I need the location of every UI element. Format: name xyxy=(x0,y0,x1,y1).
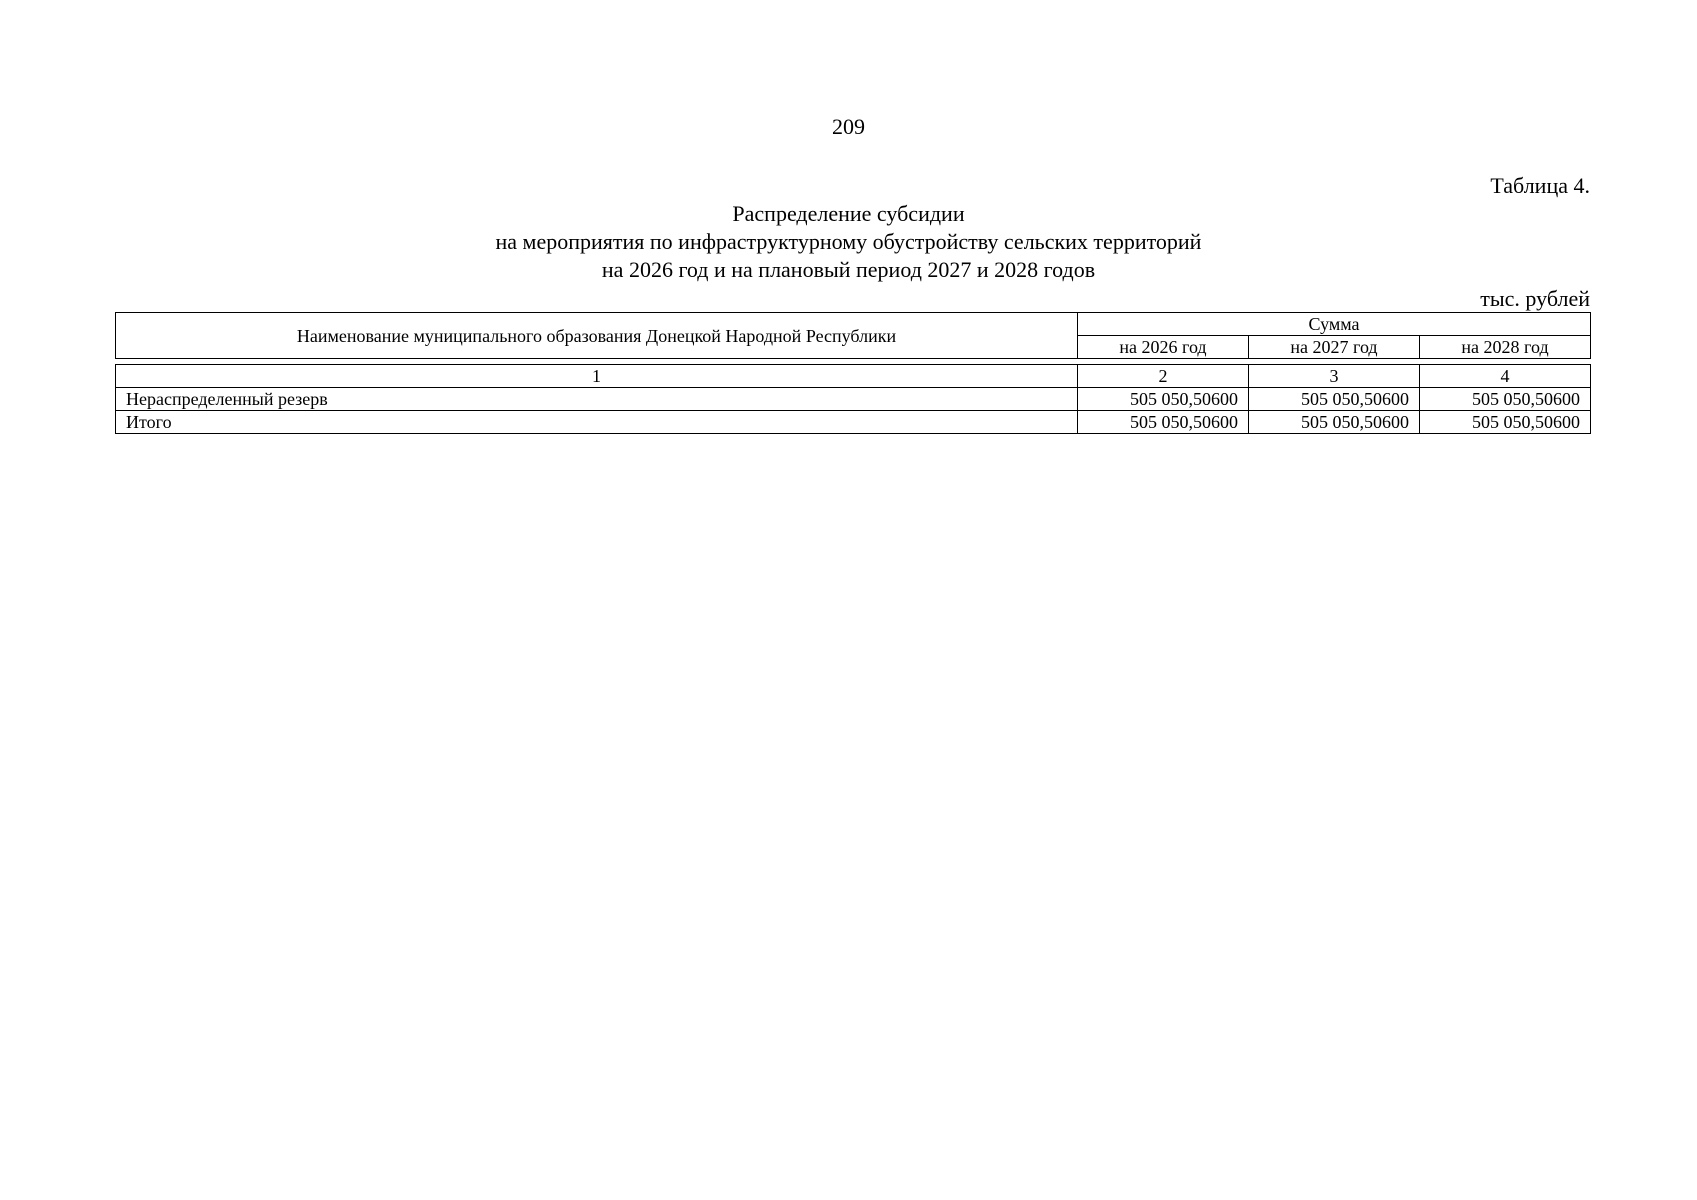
row-name: Итого xyxy=(116,411,1078,434)
header-sum: Сумма xyxy=(1078,313,1591,336)
title-line-2: на мероприятия по инфраструктурному обустройству сельских территорий xyxy=(495,229,1202,254)
row-value: 505 050,50600 xyxy=(1420,411,1591,434)
table-body xyxy=(115,364,1591,434)
column-number-row xyxy=(116,365,1591,388)
table-header xyxy=(115,312,1591,359)
column-number: 3 xyxy=(1249,365,1420,388)
row-name: Нераспределенный резерв xyxy=(116,388,1078,411)
row-value: 505 050,50600 xyxy=(1078,388,1249,411)
column-number: 4 xyxy=(1420,365,1591,388)
row-value: 505 050,50600 xyxy=(1249,388,1420,411)
header-name: Наименование муниципального образования Донецкой Народной Республики xyxy=(116,313,1078,359)
column-number: 2 xyxy=(1078,365,1249,388)
table-label: Таблица 4. xyxy=(1490,173,1590,198)
row-value: 505 050,50600 xyxy=(1249,411,1420,434)
row-value: 505 050,50600 xyxy=(1420,388,1591,411)
title-line-1: Распределение субсидии xyxy=(732,201,965,226)
table-row xyxy=(116,388,1591,411)
table-row xyxy=(116,411,1591,434)
header-year-2026: на 2026 год xyxy=(1078,336,1249,359)
document-title xyxy=(0,200,1697,284)
header-year-2027: на 2027 год xyxy=(1249,336,1420,359)
header-row-1 xyxy=(116,313,1591,336)
row-value: 505 050,50600 xyxy=(1078,411,1249,434)
page-number: 209 xyxy=(832,114,865,139)
title-line-3: на 2026 год и на плановый период 2027 и 2028 годов xyxy=(601,257,1096,282)
units-label: тыс. рублей xyxy=(1480,286,1590,311)
column-number: 1 xyxy=(116,365,1078,388)
header-year-2028: на 2028 год xyxy=(1420,336,1591,359)
